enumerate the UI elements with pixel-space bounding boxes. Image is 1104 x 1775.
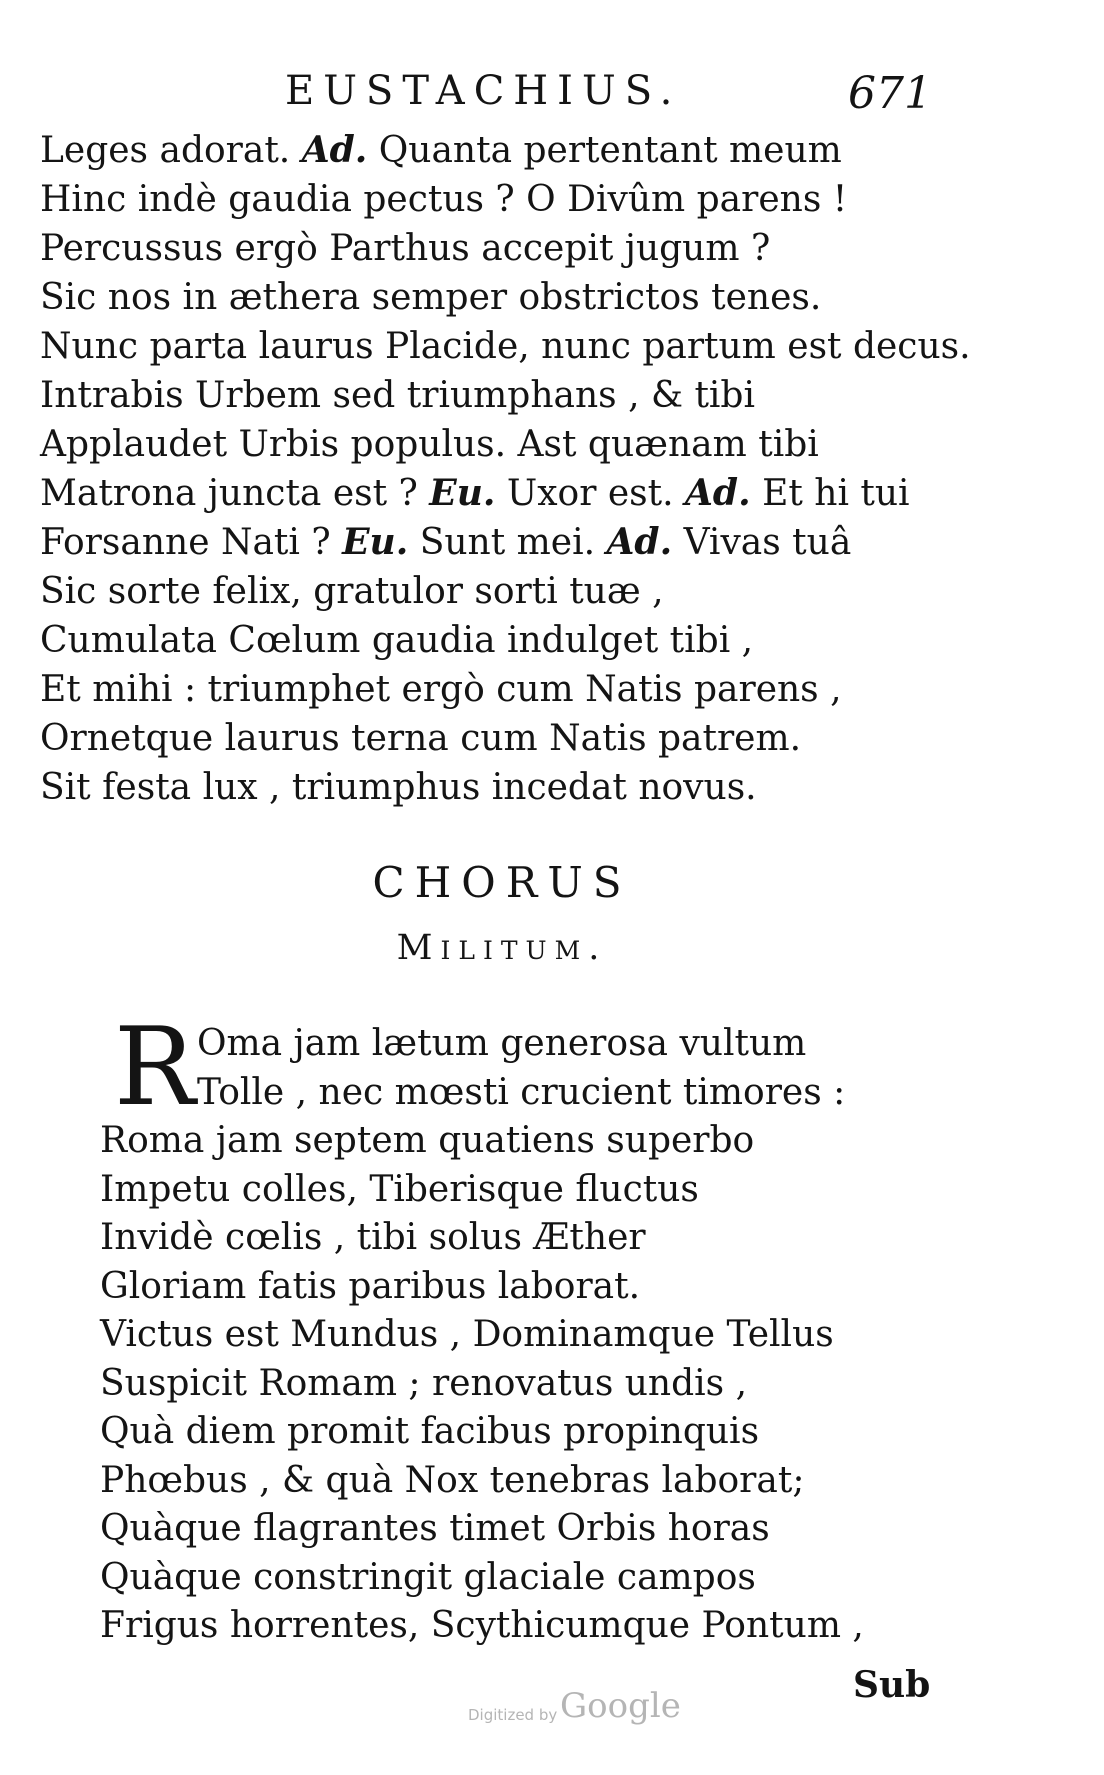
verse-text: Matrona juncta est ? — [40, 473, 430, 514]
verse-line — [40, 616, 1040, 665]
verse-line — [40, 420, 1040, 469]
verse-line — [40, 567, 1040, 616]
verse-text: Et hi tui — [750, 473, 910, 514]
digitization-watermark — [468, 1686, 698, 1726]
verse-line — [40, 175, 1040, 224]
verse-text: Sic sorte felix, gratulor sorti tuæ , — [40, 571, 664, 612]
running-title: EUSTACHIUS. — [285, 68, 682, 114]
speaker-abbrev: Ad. — [301, 129, 368, 171]
verse-line — [40, 469, 1040, 518]
verse-line — [40, 126, 1040, 175]
watermark-prefix: Digitized by — [468, 1706, 558, 1724]
ode-lines — [100, 1117, 1000, 1651]
speaker-abbrev: Ad. — [684, 472, 751, 514]
verse-text: Intrabis Urbem sed triumphans , & tibi — [40, 375, 755, 416]
verse-line — [40, 714, 1040, 763]
catchword: Sub — [853, 1664, 931, 1706]
verse-text: Nunc parta laurus Placide, nunc partum est decus. — [40, 326, 971, 367]
verse-line — [40, 322, 1040, 371]
verse-text: Hinc indè gaudia pectus ? O Divûm parens ! — [40, 179, 848, 220]
ode-line: Quàque flagrantes timet Orbis horas — [100, 1508, 770, 1549]
dialogue-verse — [40, 126, 1040, 812]
verse-text: Leges adorat. — [40, 130, 302, 171]
drop-cap: R — [114, 1005, 196, 1130]
speaker-abbrev: Eu. — [429, 472, 496, 514]
verse-line — [40, 518, 1040, 567]
ode-line: Frigus horrentes, Scythicumque Pontum , — [100, 1605, 864, 1646]
verse-text: Cumulata Cœlum gaudia indulget tibi , — [40, 620, 754, 661]
page-number: 671 — [848, 68, 932, 119]
ode-line: Victus est Mundus , Dominamque Tellus — [100, 1314, 834, 1355]
ode-line: Roma jam septem quatiens superbo — [100, 1120, 755, 1161]
chorus-heading: CHORUS — [372, 858, 632, 907]
verse-text: Percussus ergò Parthus accepit jugum ? — [40, 228, 771, 269]
verse-line — [40, 371, 1040, 420]
verse-text: Sunt mei. — [408, 522, 607, 563]
ode-line: Invidè cœlis , tibi solus Æther — [100, 1217, 646, 1258]
speaker-abbrev: Eu. — [342, 521, 409, 563]
ode-first-line: Oma jam lætum generosa vultum — [197, 1023, 807, 1064]
chorus-ode — [100, 1005, 1000, 1651]
ode-second-line: Tolle , nec mœsti crucient timores : — [197, 1071, 846, 1113]
watermark-brand: Google — [560, 1686, 681, 1726]
verse-line — [40, 665, 1040, 714]
verse-text: Sit festa lux , triumphus incedat novus. — [40, 767, 757, 808]
verse-text: Uxor est. — [495, 473, 685, 514]
verse-text: Forsanne Nati ? — [40, 522, 343, 563]
verse-line — [40, 763, 1040, 812]
ode-line: Phœbus , & quà Nox tenebras laborat; — [100, 1459, 805, 1501]
verse-text: Vivas tuâ — [672, 522, 852, 563]
ode-line: Gloriam fatis paribus laborat. — [100, 1265, 641, 1307]
verse-text: Applaudet Urbis populus. Ast quænam tibi — [40, 424, 819, 465]
verse-line — [40, 224, 1040, 273]
verse-line — [40, 273, 1040, 322]
speaker-abbrev: Ad. — [606, 521, 673, 563]
ode-line — [100, 1069, 1000, 1118]
verse-text: Sic nos in æthera semper obstrictos tenes. — [40, 277, 822, 318]
verse-text: Quanta pertentant meum — [367, 130, 842, 171]
verse-text: Et mihi : triumphet ergò cum Natis parens , — [40, 669, 842, 710]
chorus-subheading: Militum. — [396, 928, 608, 968]
ode-line: Suspicit Romam ; renovatus undis , — [100, 1362, 748, 1404]
ode-line: Quà diem promit facibus propinquis — [100, 1411, 760, 1452]
ode-line: Impetu colles, Tiberisque fluctus — [100, 1168, 699, 1210]
verse-text: Ornetque laurus terna cum Natis patrem. — [40, 718, 802, 759]
page-header — [0, 68, 1104, 128]
ode-line: Quàque constringit glaciale campos — [100, 1556, 756, 1598]
